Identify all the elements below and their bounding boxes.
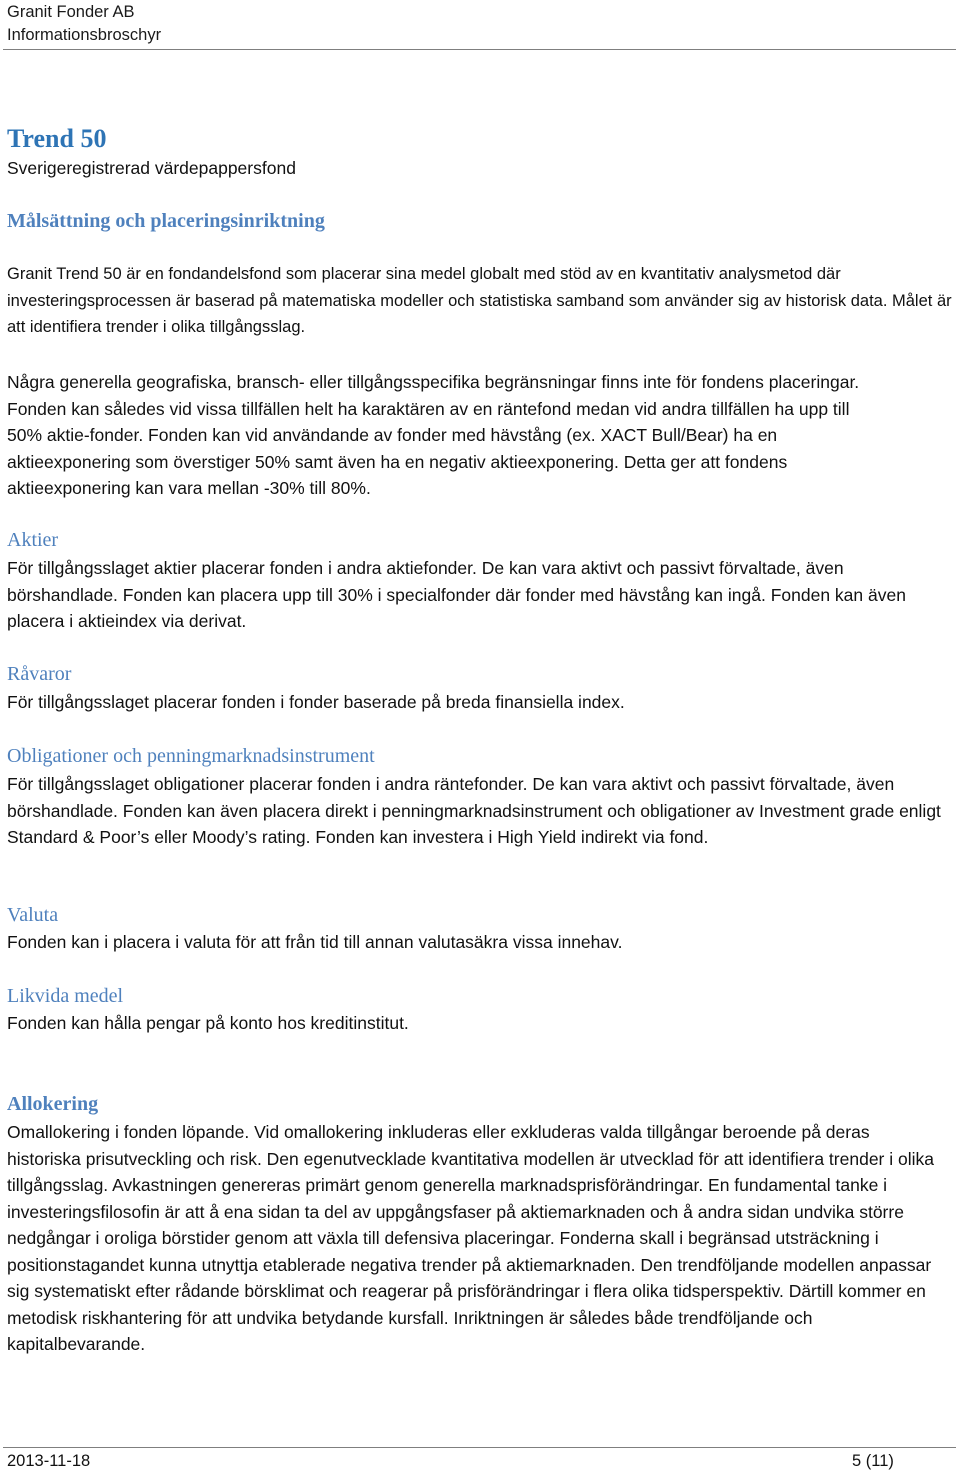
bonds-heading: Obligationer och penningmarknadsinstrument [7,745,375,767]
commodities-text: För tillgångsslaget placerar fonden i fonder baserade på breda finansiella index. [7,692,625,712]
objective-heading: Målsättning och placeringsinriktning [7,210,325,232]
footer-divider [3,1447,956,1448]
header-divider [3,49,956,50]
footer-date: 2013-11-18 [7,1452,91,1470]
liquid-heading: Likvida medel [7,985,124,1007]
footer-page-number: 5 (11) [852,1452,894,1470]
header-text [7,1,161,47]
objective-paragraph-2: Några generella geografiska, bransch- eller tillgångsspecifika begränsningar finns inte för fondens placeringar. Fonden kan således vid vissa tillfällen helt ha karaktären av en räntefond medan vid andra tillfällen ha upp till 50% aktie-fonder. Fonden kan vid användande av fonder med hävstång (ex. XACT Bull/Bear) ha en aktieexponering som överstiger 50% samt även ha en negativ aktieexponering. Detta ger att fondens aktieexponering kan vara mellan -30% till 80%. [7,372,860,498]
bonds-text: För tillgångsslaget obligationer placerar fonden i andra räntefonder. De kan vara aktivt och passivt förvaltade, även börshandlade. Fonden kan även placera direkt i penningmarknadsinstrument och obligationer av Investment grade enligt Standard & Poor’s eller Moody’s rating. Fonden kan investera i High Yield indirekt via fond. [7,774,941,847]
currency-heading: Valuta [7,904,59,926]
equities-text: För tillgångsslaget aktier placerar fonden i andra aktiefonder. De kan vara aktivt och passivt förvaltade, även börshandlade. Fonden kan placera upp till 30% i specialfonder där fonder med hävstång kan ingå. Fonden kan även placera i aktieindex via derivat. [7,558,906,631]
header-doc-type: Informationsbroschyr [7,26,162,44]
fund-title: Trend 50 [7,124,107,153]
equities-heading: Aktier [7,529,59,551]
allocation-text: Omallokering i fonden löpande. Vid omallokering inkluderas eller exkluderas valda tillgångar beroende på deras historiska prisutveckling och risk. Den egenutvecklade kvantitativa modellen är utvecklad för att identifiera trender i olika tillgångsslag. Avkastningen genereras primärt genom generella marknadsprisförändringar. En fundamental tanke i investeringsfilosofin är att å ena sidan ta del av uppgångsfaser på aktiemarknaden och å andra sidan undvika större nedgångar i oroliga börstider genom att växla till defensiva placeringar. Fonderna skall i begränsad utsträckning i positionstagandet kunna utnyttja etablerade negativa trender på aktiemarknaden. Den trendföljande modellen anpassar sig systematiskt efter rådande börsklimat och reagerar på prisförändringar i flera olika tidsperspektiv. Därtill kommer en metodisk riskhantering för att undvika betydande kursfall. Inriktningen är således både trendföljande och kapitalbevarande. [7,1122,934,1354]
commodities-heading: Råvaror [7,663,72,685]
liquid-text: Fonden kan hålla pengar på konto hos kreditinstitut. [7,1013,409,1033]
header-company: Granit Fonder AB [7,3,135,21]
currency-text: Fonden kan i placera i valuta för att från tid till annan valutasäkra vissa innehav. [7,932,623,952]
fund-subtitle: Sverigeregistrerad värdepappersfond [7,158,296,178]
objective-paragraph-1: Granit Trend 50 är en fondandelsfond som placerar sina medel globalt med stöd av en kvantitativ analysmetod där investeringsprocessen är baserad på matematiska modeller och statistiska samband som använder sig av historisk data. Målet är att identifiera trender i olika tillgångsslag. [7,265,952,336]
allocation-heading: Allokering [7,1093,99,1115]
